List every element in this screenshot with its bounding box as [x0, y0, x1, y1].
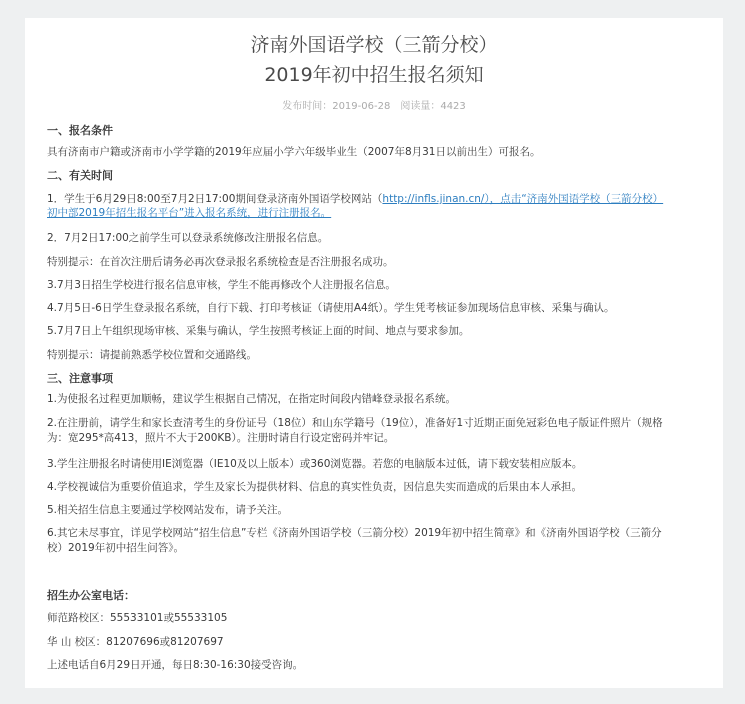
section3-item6-cont: 校）2019年初中招生问答》。: [47, 542, 184, 554]
section2-tip1: 特别提示：在首次注册后请务必再次登录报名系统检查是否注册报名成功。: [47, 256, 394, 268]
section2-item2: 2．7月2日17:00之前学生可以登录系统修改注册报名信息。: [47, 232, 329, 244]
section3-item6: 6.其它未尽事宜，详见学校网站“招生信息”专栏《济南外国语学校（三箭分校）2019年初中招生简章》和《济南外国语学校（三箭分: [47, 527, 662, 539]
page-title-line1: 济南外国语学校（三箭分校）: [250, 34, 498, 56]
article-meta: [25, 97, 723, 112]
school-website-link[interactable]: http://infls.jinan.cn/），点击“济南外国语学校（三箭分校）: [382, 193, 664, 205]
section1-heading: 一、报名条件: [47, 124, 113, 137]
section2-item1-cont: [47, 207, 707, 220]
contact-heading: 招生办公室电话：: [47, 589, 135, 602]
section3-heading: 三、注意事项: [47, 372, 113, 385]
enrollment-platform-link[interactable]: 初中部2019年招生报名平台”进入报名系统，进行注册报名。: [47, 207, 332, 219]
section3-item4: 4.学校视诚信为重要价值追求，学生及家长为提供材料、信息的真实性负责，因信息失实而造成的后果由本人承担。: [47, 481, 583, 493]
section2-item4: 4.7月5日-6日学生登录报名系统，自行下载、打印考核证（请使用A4纸）。学生凭考核证参加现场信息审核、采集与确认。: [47, 302, 615, 314]
section2-item1: [47, 193, 707, 206]
contact-note: 上述电话自6月29日开通，每日8:30-16:30接受咨询。: [47, 659, 304, 671]
page-title-line2: 2019年初中招生报名须知: [264, 64, 484, 86]
contact-phone-huashan: 华 山 校区：81207696或81207697: [47, 636, 224, 648]
section3-item1: 1.为使报名过程更加顺畅，建议学生根据自己情况，在指定时间段内错峰登录报名系统。: [47, 393, 457, 405]
section2-item1-text: 1．学生于6月29日8:00至7月2日17:00期间登录济南外国语学校网站（: [47, 193, 383, 205]
section3-item5: 5.相关招生信息主要通过学校网站发布，请予关注。: [47, 504, 289, 516]
contact-phone-shifanlu: 师范路校区：55533101或55533105: [47, 612, 228, 624]
section3-item3: 3.学生注册报名时请使用IE浏览器（IE10及以上版本）或360浏览器。若您的电脑版本过低，请下载安装相应版本。: [47, 458, 583, 470]
view-count: 阅读量：4423: [400, 101, 466, 112]
section2-tip2: 特别提示：请提前熟悉学校位置和交通路线。: [47, 349, 257, 361]
section3-item2: 2.在注册前，请学生和家长查清考生的身份证号（18位）和山东学籍号（19位），准备好1寸近期正面免冠彩色电子版证件照片（规格: [47, 417, 663, 429]
article-card: [25, 18, 723, 688]
section2-item3: 3.7月3日招生学校进行报名信息审核，学生不能再修改个人注册报名信息。: [47, 279, 396, 291]
publish-time: 发布时间：2019-06-28: [282, 101, 391, 112]
section3-item2-cont: 为：宽295*高413，照片不大于200KB）。注册时请自行设定密码并牢记。: [47, 432, 395, 444]
section1-paragraph: 具有济南市户籍或济南市小学学籍的2019年应届小学六年级毕业生（2007年8月31日以前出生）可报名。: [47, 146, 541, 158]
section2-heading: 二、有关时间: [47, 169, 113, 182]
section2-item5: 5.7月7日上午组织现场审核、采集与确认，学生按照考核证上面的时间、地点与要求参加。: [47, 325, 470, 337]
